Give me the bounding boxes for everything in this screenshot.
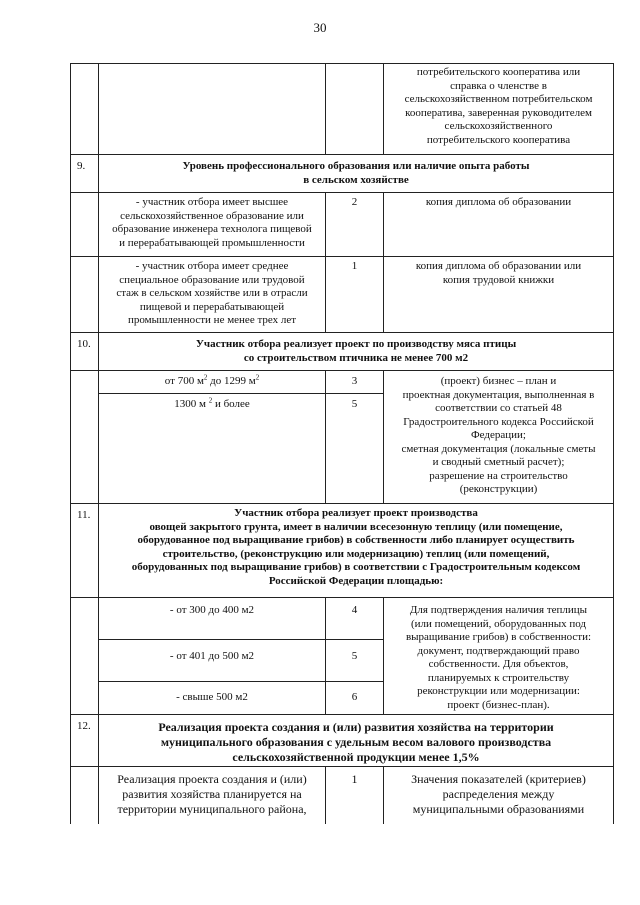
row-number: 11. — [71, 504, 99, 598]
criterion-text: Реализация проекта создания и (или) развития хозяйства планируется на территории муниципального района, — [99, 767, 326, 824]
score: 6 — [326, 682, 384, 715]
table-row — [71, 767, 614, 824]
score: 2 — [326, 193, 384, 257]
score: 3 — [326, 371, 384, 394]
criterion-text: - от 401 до 500 м2 — [99, 640, 326, 682]
table-row — [71, 371, 614, 394]
criterion-header: Участник отбора реализует проект производства овощей закрытого грунта, имеет в наличии всесезонную теплицу (или помещение, оборудованное под выращивание грибов) в собственности либо планирует осуществить строительство, (реконструкцию или модернизацию) теплиц (или помещений, оборудованных под выращивание грибов) в соответствии с Градостроительным кодексом Российской Федерации площадью: — [99, 504, 614, 598]
document-cell: копия диплома об образовании — [384, 193, 614, 257]
document-cell: копия диплома об образовании или копия трудовой книжки — [384, 257, 614, 333]
criteria-table — [70, 63, 614, 824]
score: 5 — [326, 640, 384, 682]
row-number: 12. — [71, 715, 99, 767]
criterion-text: от 700 $м^2$ до 1299 $м^2$ — [99, 371, 326, 394]
row-number: 9. — [71, 155, 99, 193]
page-number: 30 — [313, 20, 327, 35]
score: 5 — [326, 394, 384, 504]
criterion-text: 1300 м $^2$ и более — [99, 394, 326, 504]
document-cell: Значения показателей (критериев) распределения между муниципальными образованиями — [384, 767, 614, 824]
criterion-text: - от 300 до 400 м2 — [99, 598, 326, 640]
table-row — [71, 598, 614, 640]
score: 1 — [326, 257, 384, 333]
criterion-header: Уровень профессионального образования или наличие опыта работы в сельском хозяйстве — [99, 155, 614, 193]
table-row — [71, 333, 614, 371]
document-cell: Для подтверждения наличия теплицы (или помещений, оборудованных под выращивание грибов) в собственности: документ, подтверждающий право собственности. Для объектов, планируемых к строительству реконструкции или модернизации: проект (бизнес-план). — [384, 598, 614, 715]
score: 1 — [326, 767, 384, 824]
row-number: 10. — [71, 333, 99, 371]
criterion-header: Участник отбора реализует проект по производству мяса птицы со строительством птичника не менее 700 м2 — [99, 333, 614, 371]
criterion-text: - участник отбора имеет среднее специальное образование или трудовой стаж в сельском хозяйстве или в отрасли пищевой и перерабатывающей промышленности не менее трех лет — [99, 257, 326, 333]
table-row — [71, 715, 614, 767]
table-row — [71, 257, 614, 333]
score: 4 — [326, 598, 384, 640]
table-row — [71, 155, 614, 193]
document-cell: (проект) бизнес – план и проектная документация, выполненная в соответствии со статьей 48 Градостроительного кодекса Российской Федерации; сметная документация (локальные сметы и сводный сметный расчет); разрешение на строительство (реконструкции) — [384, 371, 614, 504]
table-row — [71, 193, 614, 257]
criterion-text: - свыше 500 м2 — [99, 682, 326, 715]
document-cell: потребительского кооператива или справка о членстве в сельскохозяйственном потребительском кооператива, заверенная руководителем сельскохозяйственного потребительского кооператива — [384, 64, 614, 155]
criterion-header: Реализация проекта создания и (или) развития хозяйства на территории муниципального образования с удельным весом валового производства сельскохозяйственной продукции менее 1,5% — [99, 715, 614, 767]
table-row — [71, 504, 614, 598]
table-row — [71, 64, 614, 155]
criterion-text: - участник отбора имеет высшее сельскохозяйственное образование или образование инженера технолога пищевой и перерабатывающей промышленности — [99, 193, 326, 257]
